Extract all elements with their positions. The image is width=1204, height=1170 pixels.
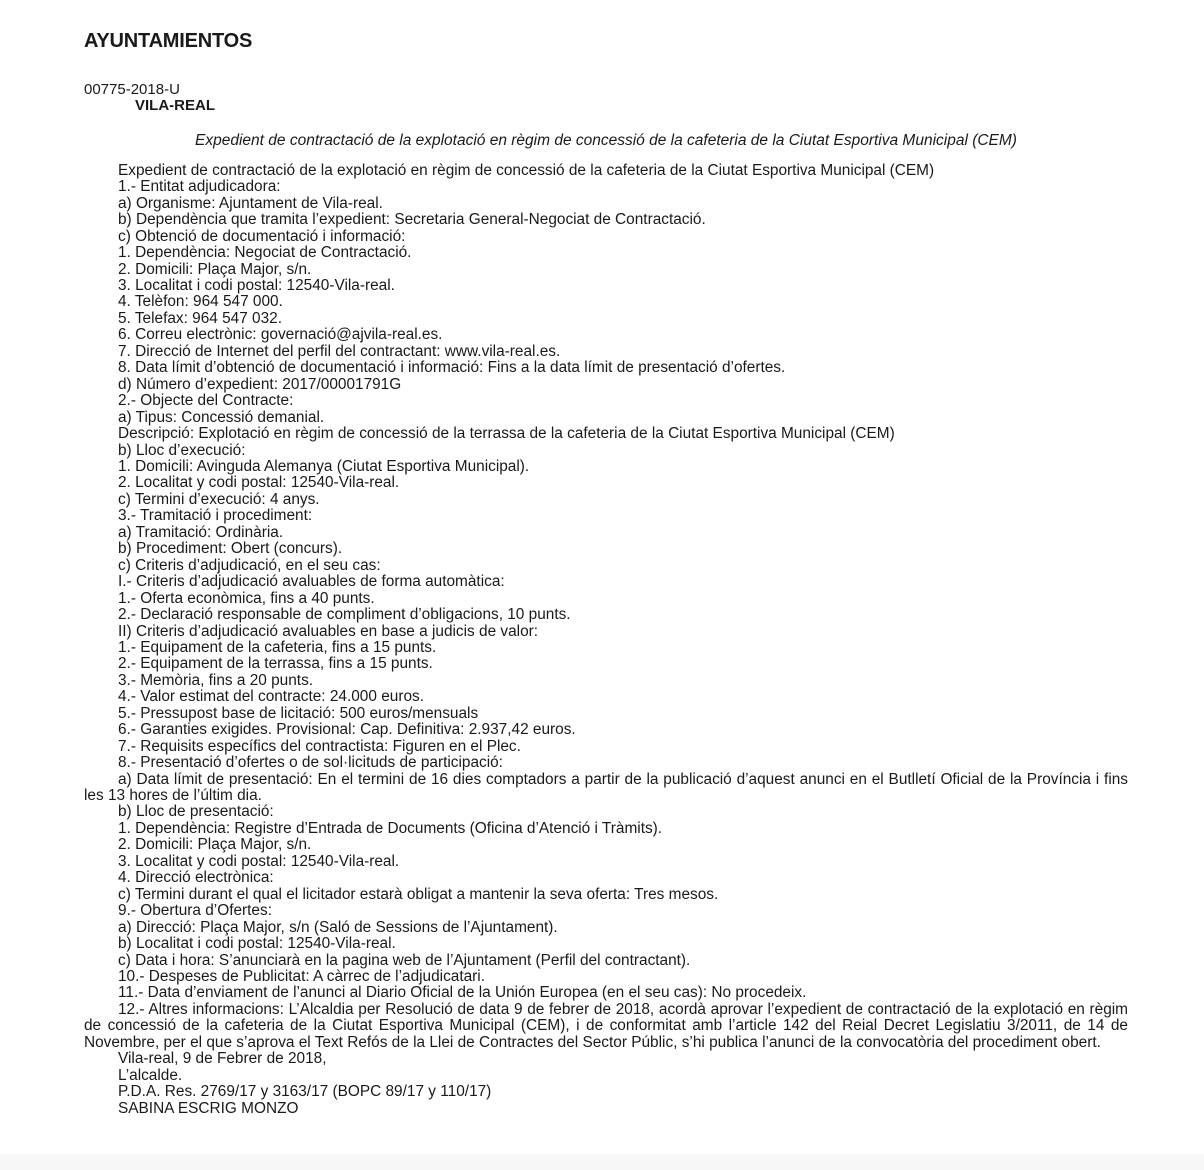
signature-block	[84, 1051, 1128, 1117]
body-line: 1.- Entitat adjudicadora:	[118, 178, 281, 196]
signature-line: SABINA ESCRIG MONZO	[118, 1099, 299, 1117]
body-line: b) Lloc de presentació:	[118, 803, 274, 821]
body-line: Descripció: Explotació en règim de concessió de la terrassa de la cafeteria de la Ciutat Esportiva Municipal (CEM)	[118, 425, 895, 443]
body-line: 2. Domicili: Plaça Major, s/n.	[118, 260, 312, 278]
body-line: 3.- Tramitació i procediment:	[118, 507, 313, 525]
body-line: d) Número d’expedient: 2017/00001791G	[118, 375, 402, 393]
announcement-body	[84, 163, 1128, 1117]
body-line: 1.- Equipament de la cafeteria, fins a 15 punts.	[118, 638, 437, 656]
body-line: 7. Direcció de Internet del perfil del contractant: www.vila-real.es.	[118, 342, 561, 360]
body-lines-part-1	[84, 163, 1128, 772]
body-line: 3.- Memòria, fins a 20 punts.	[118, 671, 314, 689]
announcement-subject: Expedient de contractació de la explotació en règim de concessió de la cafeteria de la Ciutat Esportiva Municipal (CEM)	[195, 131, 1017, 149]
body-line: a) Tipus: Concessió demanial.	[118, 408, 325, 426]
body-line: a) Tramitació: Ordinària.	[118, 523, 284, 541]
body-line: II) Criteris d’adjudicació avaluables en base a judicis de valor:	[118, 622, 539, 640]
body-line: b) Procediment: Obert (concurs).	[118, 540, 343, 558]
announcement-reference: 00775-2018-U	[84, 81, 180, 98]
body-line: a) Direcció: Plaça Major, s/n (Saló de Sessions de l’Ajuntament).	[118, 918, 558, 936]
body-line: 4.- Valor estimat del contracte: 24.000 euros.	[118, 688, 424, 706]
signature-line: P.D.A. Res. 2769/17 y 3163/17 (BOPC 89/17 y 110/17)	[118, 1083, 492, 1101]
body-line: 4. Telèfon: 964 547 000.	[118, 293, 283, 311]
body-line: 1. Domicili: Avinguda Alemanya (Ciutat Esportiva Municipal).	[118, 457, 530, 475]
body-line: 1.- Oferta econòmica, fins a 40 punts.	[118, 589, 375, 607]
body-line: c) Data i hora: S’anunciarà en la pagina web de l’Ajuntament (Perfil del contractant).	[118, 951, 691, 969]
body-line: 6. Correu electrònic: governació@ajvila-real.es.	[118, 326, 443, 344]
body-line: Expedient de contractació de la explotació en règim de concessió de la cafeteria de la Ciutat Esportiva Municipal (CEM)	[118, 161, 935, 179]
body-line: 6.- Garanties exigides. Provisional: Cap. Definitiva: 2.937,42 euros.	[118, 721, 576, 739]
body-line: a) Organisme: Ajuntament de Vila-real.	[118, 194, 383, 212]
town-heading: VILA-REAL	[135, 97, 215, 115]
body-line: c) Termini durant el qual el licitador estarà obligat a mantenir la seva oferta: Tres mesos.	[118, 885, 719, 903]
other-information-paragraph: 12.- Altres informacions: L’Alcaldia per Resolució de data 9 de febrer de 2018, acordà aprovar l’expedient de contractació de la explotació en règim de concessió de la cafeteria de la Ciutat Esportiva Municipal (CEM), i de conformitat amb l’article 142 del Reial Decret Legislatiu 3/2011, de 14 de Novembre, per el que s’aprova el Text Refós de la Llei de Contractes del Sector Públic, s’hi publica l’anunci de la convocatòria del procediment obert.	[84, 1000, 1128, 1051]
body-line: I.- Criteris d’adjudicació avaluables de forma automàtica:	[118, 573, 505, 591]
body-line: b) Dependència que tramita l’expedient: Secretaria General-Negociat de Contractació.	[118, 211, 706, 229]
body-line: 5.- Pressupost base de licitació: 500 euros/mensuals	[118, 704, 479, 722]
body-line: 3. Localitat y codi postal: 12540-Vila-real.	[118, 852, 400, 870]
body-line: 2.- Objecte del Contracte:	[118, 392, 294, 410]
signature-line: L’alcalde.	[118, 1066, 183, 1084]
body-line: 2.- Equipament de la terrassa, fins a 15 punts.	[118, 655, 433, 673]
body-line: 10.- Despeses de Publicitat: A càrrec de l’adjudicatari.	[118, 968, 486, 986]
body-line: 2.- Declaració responsable de compliment d’obligacions, 10 punts.	[118, 606, 571, 624]
body-line: 7.- Requisits específics del contractista: Figuren en el Plec.	[118, 737, 521, 755]
body-line: b) Lloc d’execució:	[118, 441, 246, 459]
signature-line: Vila-real, 9 de Febrer de 2018,	[118, 1050, 327, 1068]
body-line: 11.- Data d’enviament de l’anunci al Diario Oficial de la Unión Europea (en el seu cas): No procedeix.	[118, 984, 807, 1002]
submission-deadline-paragraph: a) Data límit de presentació: En el termini de 16 dies comptadors a partir de la publicació d’aquest anunci en el Butlletí Oficial de la Província i fins les 13 hores de l’últim dia.	[84, 770, 1128, 805]
body-line: 2. Localitat y codi postal: 12540-Vila-real.	[118, 474, 400, 492]
body-line: 2. Domicili: Plaça Major, s/n.	[118, 836, 312, 854]
body-line: 8.- Presentació d’ofertes o de sol·licituds de participació:	[118, 754, 503, 772]
page-bottom-band	[0, 1154, 1204, 1170]
body-line: c) Criteris d’adjudicació, en el seu cas:	[118, 556, 381, 574]
body-line: c) Termini d’execució: 4 anys.	[118, 490, 320, 508]
body-line: 5. Telefax: 964 547 032.	[118, 309, 283, 327]
body-line: 1. Dependència: Negociat de Contractació.	[118, 244, 412, 262]
announcement-page	[84, 30, 1128, 1117]
body-lines-part-2	[84, 804, 1128, 1001]
body-line: c) Obtenció de documentació i informació:	[118, 227, 406, 245]
body-line: b) Localitat i codi postal: 12540-Vila-real.	[118, 935, 396, 953]
section-title: AYUNTAMIENTOS	[84, 30, 253, 52]
body-line: 3. Localitat i codi postal: 12540-Vila-real.	[118, 276, 395, 294]
body-line: 4. Direcció electrònica:	[118, 869, 274, 887]
body-line: 1. Dependència: Registre d’Entrada de Documents (Oficina d’Atenció i Tràmits).	[118, 819, 663, 837]
body-line: 9.- Obertura d’Ofertes:	[118, 902, 272, 920]
body-line: 8. Data límit d’obtenció de documentació i informació: Fins a la data límit de presentació d’ofertes.	[118, 359, 786, 377]
